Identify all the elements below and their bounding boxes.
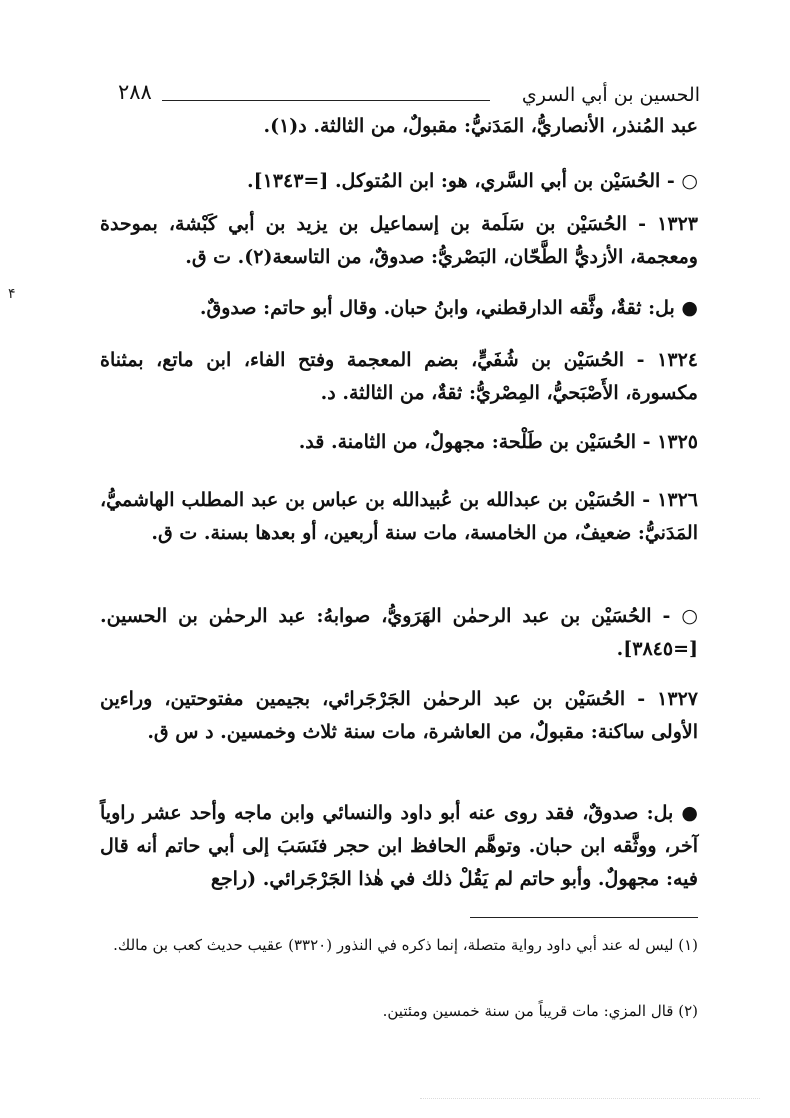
header-rule [162,100,490,101]
page-header [100,72,700,112]
entry-text: ● بل: ثقةٌ، وثَّقه الدارقطني، وابنُ حبان. وقال أبو حاتم: صدوقٌ. [199,297,698,319]
footnote-2 [100,996,698,1026]
narrator-entry-1327 [100,683,698,749]
entry-text: ١٣٢٧ - الحُسَيْن بن عبد الرحمٰن الجَرْجَرائي، بجيمين مفتوحتين، وراءين الأولى ساكنة: مقبولٌ، من العاشرة، مات سنة ثلاث وخمسين. د س ق. [100,688,698,743]
entry-text: عبد المُنذر، الأنصاريُّ، المَدَنيُّ: مقبولٌ، من الثالثة. د(١). [263,115,698,137]
entry-text: ١٣٢٣ - الحُسَيْن بن سَلَمة بن إسماعيل بن يزيد بن أبي كَبْشة، بموحدة ومعجمة، الأزديُّ الطَّحّان، البَصْريُّ: صدوقٌ، من التاسعة(٢). ت ق. [100,213,698,268]
entry-text: ○ - الحُسَيْن بن أبي السَّري، هو: ابن المُتوكل. [=١٣٤٣]. [246,170,698,192]
cross-reference-entry [100,600,698,666]
footnote-1 [100,930,698,960]
scan-artifact [420,1098,760,1111]
entry-text: ○ - الحُسَيْن بن عبد الرحمٰن الهَرَويُّ، صوابهُ: عبد الرحمٰن بن الحسين. [=٣٨٤٥]. [100,605,698,660]
entry-text: ١٣٢٥ - الحُسَيْن بن طَلْحة: مجهولٌ، من الثامنة. قد. [298,431,698,453]
commentary-entry [100,797,698,896]
margin-mark: ۴ [8,286,16,302]
narrator-entry-1325 [100,426,698,459]
entry-text: ١٣٢٦ - الحُسَيْن بن عبدالله بن عُبيدالله بن عباس بن عبد المطلب الهاشميُّ، المَدَنيُّ: ضعيفٌ، من الخامسة، مات سنة أربعين، أو بعدها بسنة. ت ق. [100,489,698,544]
footnote-text: (١) ليس له عند أبي داود رواية متصلة، إنما ذكره في النذور (٣٣٢٠) عقيب حديث كعب بن مالك. [113,936,698,954]
footnote-rule [470,917,698,918]
narrator-entry-1326 [100,484,698,550]
footnote-text: (٢) قال المزي: مات قريباً من سنة خمسين ومئتين. [382,1002,698,1020]
running-title: الحسين بن أبي السري [521,84,700,106]
commentary-entry [100,292,698,325]
entry-text: ● بل: صدوقٌ، فقد روى عنه أبو داود والنسائي وابن ماجه وأحد عشر راوياً آخر، ووثَّقه ابن حبان. وتوهَّم الحافظ ابن حجر فنَسَبَ إلى أبي حاتم أنه قال فيه: مجهولٌ. وأبو حاتم لم يَقُلْ ذلك في هٰذا الجَرْجَرائي. (راجع [100,802,698,890]
page-number: ٢٨٨ [118,80,152,104]
narrator-entry-1323 [100,208,698,274]
entry-text: ١٣٢٤ - الحُسَيْن بن شُفَيٍّ، بضم المعجمة وفتح الفاء، ابن ماتع، بمثناة مكسورة، الأَصْبَحيُّ، المِصْريُّ: ثقةٌ، من الثالثة. د. [100,349,698,404]
entry-continuation [100,110,698,143]
narrator-entry-1324 [100,344,698,410]
cross-reference-entry [100,165,698,198]
